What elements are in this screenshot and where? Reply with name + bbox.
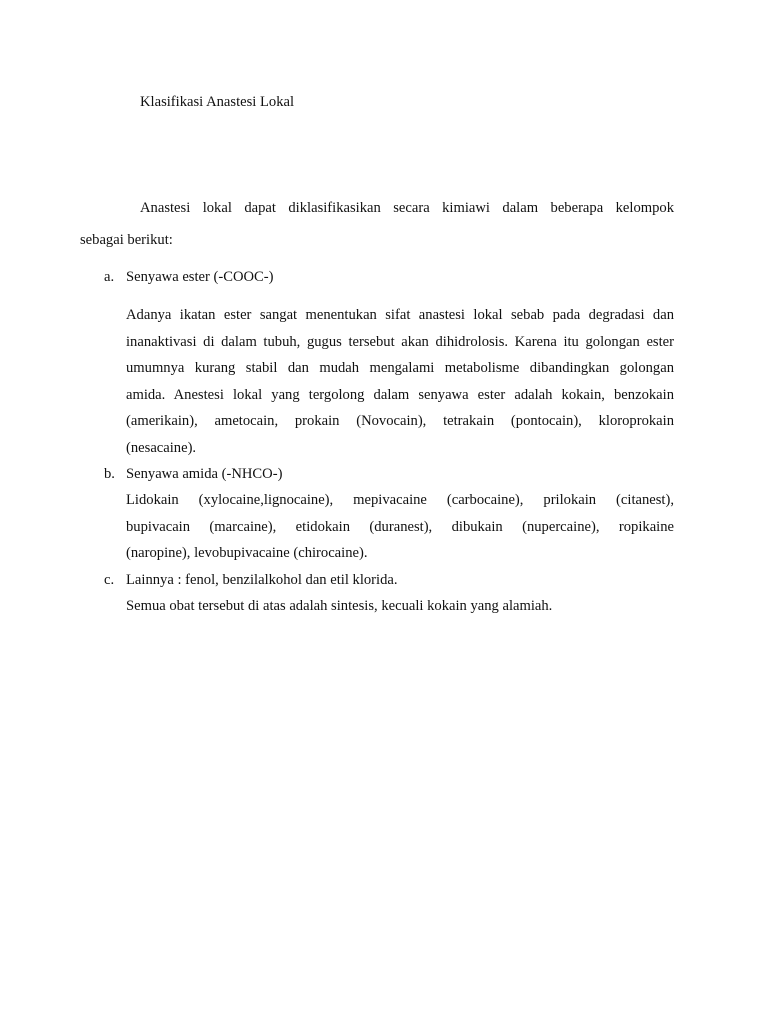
- list-item-body: [126, 267, 674, 464]
- list-item-body: [126, 570, 674, 616]
- list-item-lainnya: [0, 570, 768, 616]
- list-item-body: [126, 464, 674, 570]
- intro-line: sebagai berikut:: [80, 232, 173, 248]
- paragraph-line: (amerikain), ametocain, prokain (Novocain), tetrakain (pontocain), kloroprokain: [126, 413, 674, 429]
- page-title: Klasifikasi Anastesi Lokal: [140, 94, 295, 110]
- classification-list: [0, 267, 768, 616]
- list-marker: c.: [104, 571, 115, 588]
- paragraph-line: (naropine), levobupivacaine (chirocaine).: [126, 545, 368, 561]
- paragraph-line: (nesacaine).: [126, 439, 197, 456]
- paragraph-line: Lidokain (xylocaine,lignocaine), mepivacaine (carbocaine), prilokain (citanest),: [126, 492, 674, 508]
- list-marker: b.: [104, 466, 115, 482]
- list-item-heading: Senyawa ester (-COOC-): [126, 269, 274, 285]
- intro-line: Anastesi lokal dapat diklasifikasikan secara kimiawi dalam beberapa kelompok: [140, 200, 674, 216]
- paragraph-line: amida. Anestesi lokal yang tergolong dalam senyawa ester adalah kokain, benzokain: [126, 386, 674, 403]
- list-item-ester: [0, 267, 768, 464]
- intro-paragraph: [80, 198, 674, 262]
- paragraph-line: Adanya ikatan ester sangat menentukan sifat anastesi lokal sebab pada degradasi dan: [126, 307, 674, 323]
- list-item-amida: [0, 464, 768, 570]
- paragraph-line: bupivacain (marcaine), etidokain (duranest), dibukain (nupercaine), ropikaine: [126, 518, 674, 535]
- closing-note: Semua obat tersebut di atas adalah sintesis, kecuali kokain yang alamiah.: [126, 597, 553, 614]
- paragraph-line: inanaktivasi di dalam tubuh, gugus tersebut akan dihidrolosis. Karena itu golongan ester: [126, 333, 674, 350]
- list-marker: a.: [104, 269, 115, 285]
- paragraph-line: umumnya kurang stabil dan mudah mengalami metabolisme dibandingkan golongan: [126, 360, 674, 376]
- list-item-heading: Senyawa amida (-NHCO-): [126, 466, 283, 482]
- list-item-heading: Lainnya : fenol, benzilalkohol dan etil klorida.: [126, 571, 398, 588]
